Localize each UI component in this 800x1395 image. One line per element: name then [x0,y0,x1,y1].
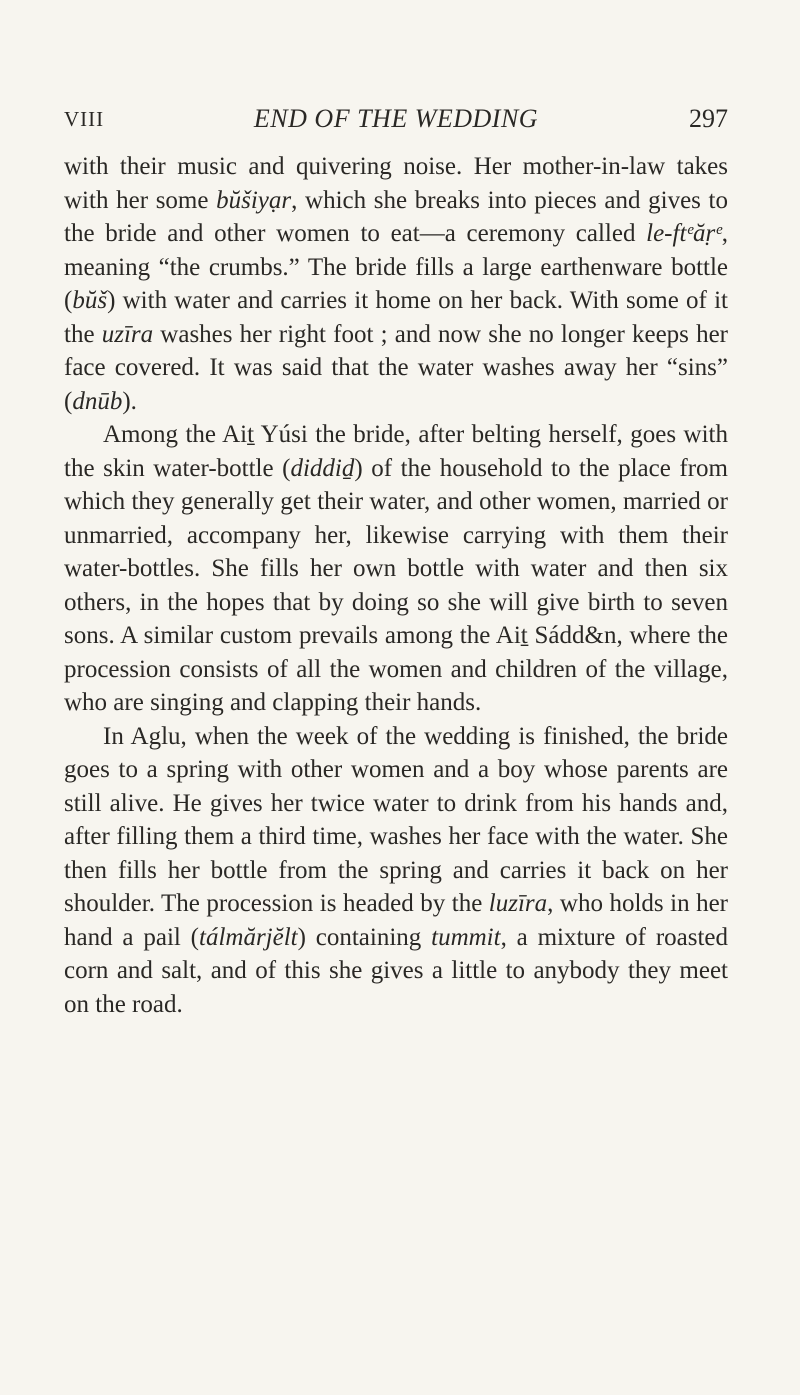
italic-term: le-ftᵉăṛᵉ [646,220,722,247]
text-run: ) with water and carries it home on her back. With some of it the [64,287,728,348]
italic-term: tummit [431,923,501,951]
text-run: ) of the household to the place from which they generally get their water, and other women, married or unmarried, accompany her, likewise carrying with them their water-bottles. She fills her own bottle with water and then six others, in the hopes that by doing so she will give birth to seven sons. A similar custom prevails among the Aiṯ Sádd&n, where the procession consists of all the women and children of the village, who are singing and clapping their hands. [64,454,728,716]
italic-term: luzīra [488,890,548,917]
text-run: Among the Aiṯ Yúsi the bride, after belting herself, goes with the skin water-bottle ( [64,421,728,482]
italic-term: uzīra [101,320,154,348]
page-number: 297 [689,104,728,133]
text-run: , meaning “the crumbs.” The bride fills a large earthenware bottle ( [64,220,728,314]
paragraph [64,150,728,418]
paragraph [64,720,728,1022]
italic-term: bŭš [72,287,108,314]
italic-term: bŭšiyạr [216,186,292,214]
text-run: , which she breaks into pieces and gives to the bride and other women to eat—a ceremony called [64,186,728,247]
text-run: ). [122,387,137,415]
body-text [64,150,728,1021]
italic-term: diddiḏ [290,454,355,482]
running-head [64,102,728,136]
text-run: ) containing [297,923,432,951]
text-run: , who holds in her hand a pail ( [64,890,728,951]
chapter-title: END OF THE WEDDING [253,104,539,133]
italic-term: dnūb [72,387,123,415]
text-run: with their music and quivering noise. Her mother-in-law takes with her some [64,153,728,214]
chapter-number: VIII [64,107,105,131]
paragraph [64,418,728,720]
italic-term: tálmărjĕlt [199,923,298,951]
text-run: , a mixture of roasted corn and salt, and of this she gives a little to anybody they meet on the road. [64,923,729,1018]
text-run: In Aglu, when the week of the wedding is finished, the bride goes to a spring with other women and a boy whose parents are still alive. He gives her twice water to drink from his hands and, after filling them a third time, washes her face with the water. She then fills her bottle from the spring and carries it back on her shoulder. The procession is headed by the [64,722,728,917]
text-run: washes her right foot ; and now she no longer keeps her face covered. It was said that the water washes away her “sins” ( [64,320,728,415]
